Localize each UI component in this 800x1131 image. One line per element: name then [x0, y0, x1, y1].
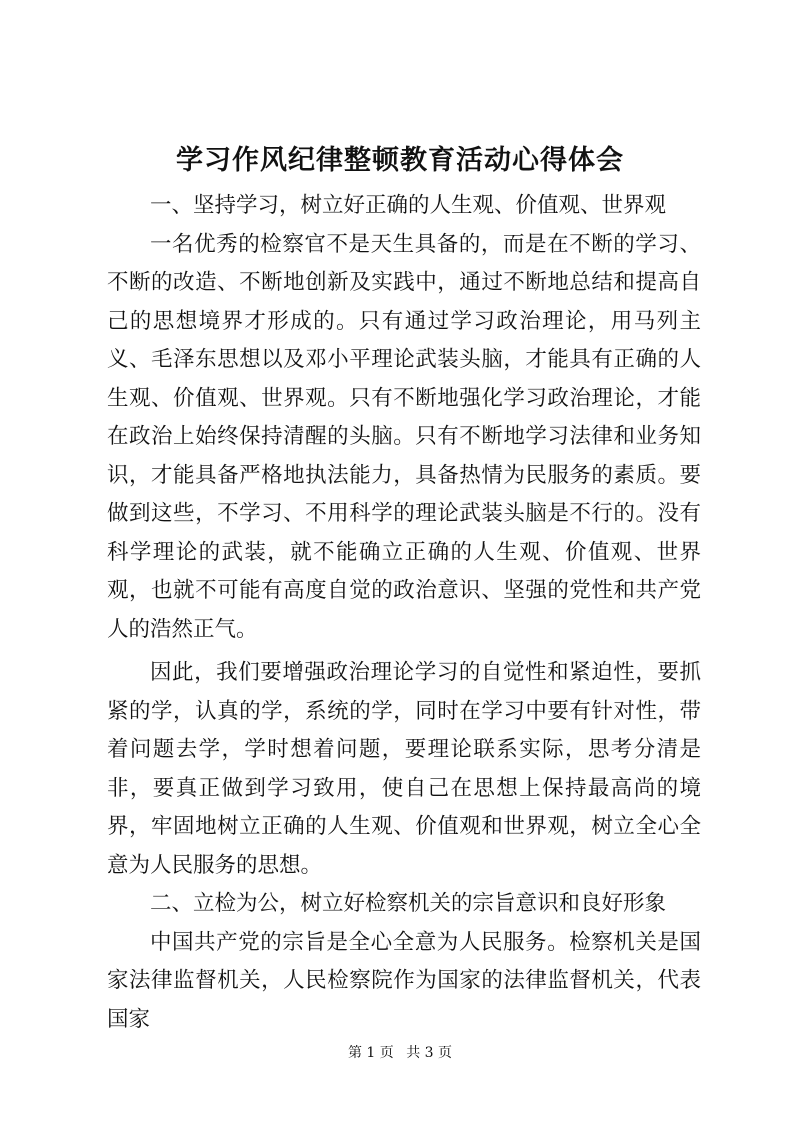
paragraph-1: 一名优秀的检察官不是天生具备的，而是在不断的学习、不断的改造、不断地创新及实践中，通过不断地总结和提高自己的思想境界才形成的。只有通过学习政治理论，用马列主义、毛泽东思想以及邓小平理论武装头脑，才能具有正确的人生观、价值观、世界观。只有不断地强化学习政治理论，才能在政治上始终保持清醒的头脑。只有不断地学习法律和业务知识，才能具备严格地执法能力，具备热情为民服务的素质。要做到这些，不学习、不用科学的理论武装头脑是不行的。没有科学理论的武装，就不能确立正确的人生观、价值观、世界观，也就不可能有高度自觉的政治意识、坚强的党性和共产党人的浩然正气。 — [107, 231, 701, 642]
document-body — [107, 187, 701, 1039]
paragraph-3: 中国共产党的宗旨是全心全意为人民服务。检察机关是国家法律监督机关，人民检察院作为国家的法律监督机关，代表国家 — [107, 929, 701, 1032]
section-heading-1: 一、坚持学习，树立好正确的人生观、价值观、世界观 — [150, 193, 667, 218]
section-heading-2: 二、立检为公，树立好检察机关的宗旨意识和良好形象 — [150, 891, 667, 916]
page-footer — [0, 1044, 800, 1062]
page-number: 第 1 页 — [347, 1045, 394, 1061]
page-total: 共 3 页 — [406, 1045, 453, 1061]
document-title: 学习作风纪律整顿教育活动心得体会 — [176, 145, 624, 176]
paragraph-2: 因此，我们要增强政治理论学习的自觉性和紧迫性，要抓紧的学，认真的学，系统的学，同时在学习中要有针对性，带着问题去学，学时想着问题，要理论联系实际，思考分清是非，要真正做到学习致用，使自己在思想上保持最高尚的境界，牢固地树立正确的人生观、价值观和世界观，树立全心全意为人民服务的思想。 — [107, 660, 701, 878]
